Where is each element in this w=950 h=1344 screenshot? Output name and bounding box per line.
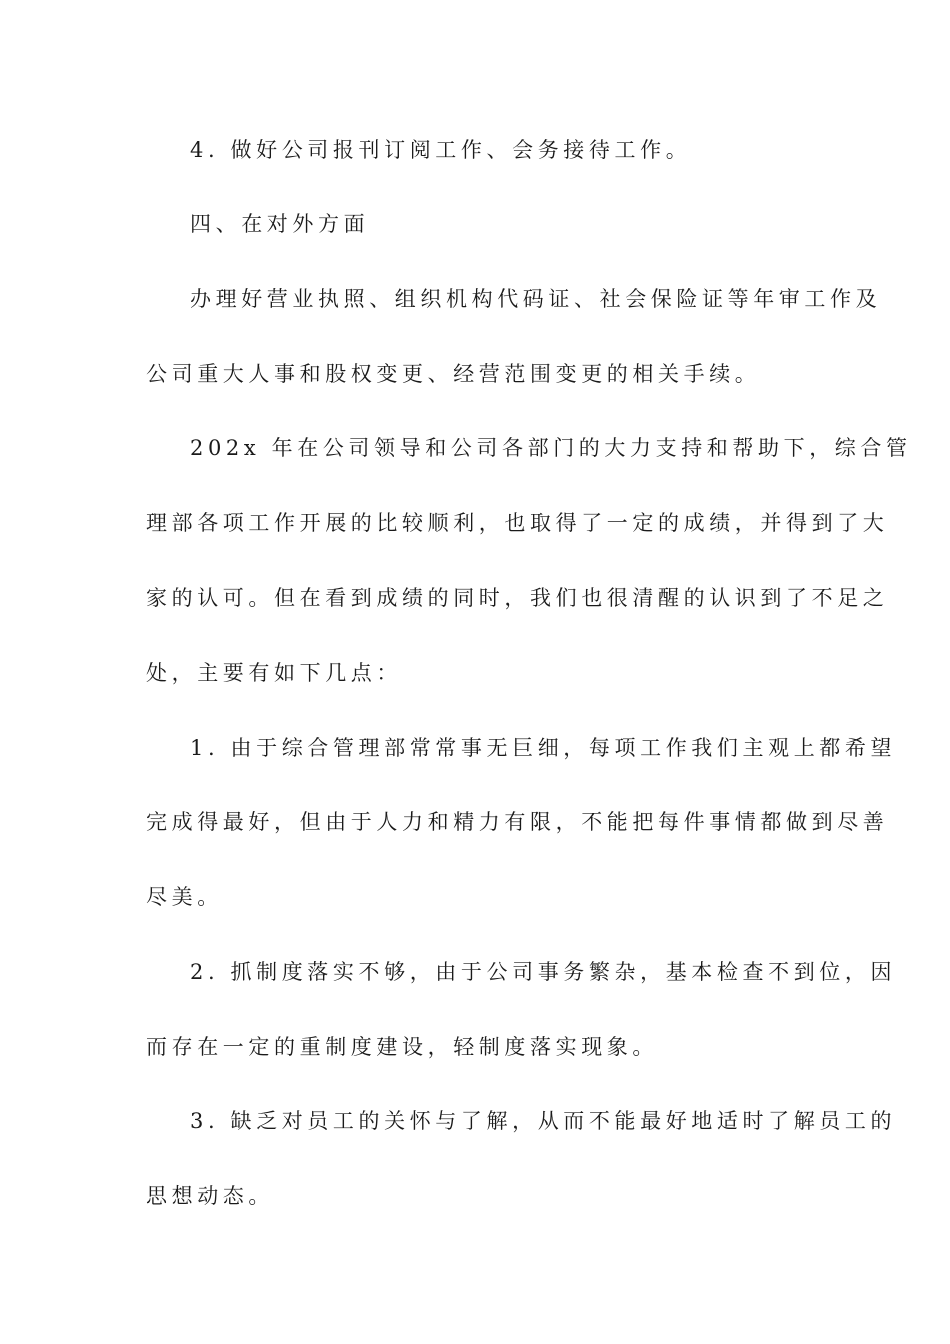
paragraph-line: 办理好营业执照、组织机构代码证、社会保险证等年审工作及 <box>190 287 882 311</box>
paragraph-line: 尽美。 <box>146 885 223 909</box>
list-item-1: 1. 由于综合管理部常常事无巨细，每项工作我们主观上都希望 <box>190 736 897 760</box>
paragraph-line: 理部各项工作开展的比较顺利，也取得了一定的成绩，并得到了大 <box>146 511 889 535</box>
section-heading: 四、在对外方面 <box>190 212 370 236</box>
paragraph-line: 家的认可。但在看到成绩的同时，我们也很清醒的认识到了不足之 <box>146 586 889 610</box>
paragraph-line: 202x 年在公司领导和公司各部门的大力支持和帮助下，综合管 <box>190 436 912 460</box>
list-item-2: 2. 抓制度落实不够，由于公司事务繁杂，基本检查不到位，因 <box>190 960 897 984</box>
paragraph-line: 处，主要有如下几点： <box>146 661 402 685</box>
paragraph-line: 思想动态。 <box>146 1184 274 1208</box>
paragraph-line: 完成得最好，但由于人力和精力有限，不能把每件事情都做到尽善 <box>146 810 889 834</box>
paragraph-line: 而存在一定的重制度建设，轻制度落实现象。 <box>146 1035 658 1059</box>
list-item-4: 4. 做好公司报刊订阅工作、会务接待工作。 <box>190 138 692 162</box>
list-item-3: 3. 缺乏对员工的关怀与了解，从而不能最好地适时了解员工的 <box>190 1109 897 1133</box>
paragraph-line: 公司重大人事和股权变更、经营范围变更的相关手续。 <box>146 362 761 386</box>
